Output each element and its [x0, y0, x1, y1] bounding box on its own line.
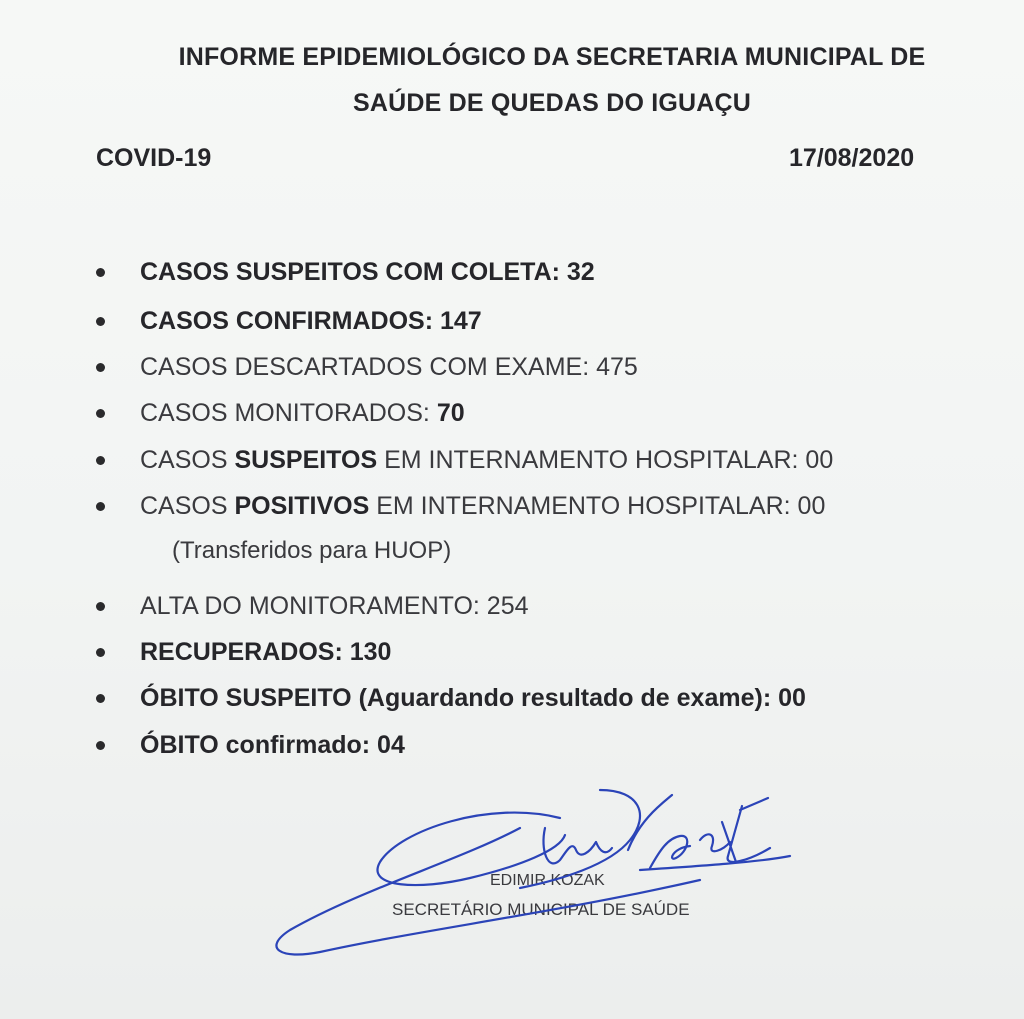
- item-text-rest: EM INTERNAMENTO HOSPITALAR: 00: [377, 446, 834, 474]
- item-text-rest: EM INTERNAMENTO HOSPITALAR: 00: [369, 492, 826, 520]
- item-text: CASOS DESCARTADOS COM EXAME: 475: [140, 353, 638, 381]
- item-text: ÓBITO confirmado: 04: [140, 731, 405, 759]
- item-emphasis: SUSPEITOS: [234, 446, 378, 474]
- bullet-icon: [96, 317, 105, 326]
- bullet-icon: [96, 268, 105, 277]
- title-line-1: INFORME EPIDEMIOLÓGICO DA SECRETARIA MUNICIPAL DE: [178, 43, 926, 71]
- item-value: 70: [436, 399, 465, 427]
- bullet-icon: [96, 456, 105, 465]
- bullet-icon: [96, 502, 105, 511]
- bullet-icon: [96, 694, 105, 703]
- item-text: CASOS SUSPEITOS COM COLETA: 32: [140, 258, 595, 286]
- item-text: RECUPERADOS: 130: [140, 638, 392, 666]
- item-text: CASOS CONFIRMADOS: 147: [140, 307, 482, 335]
- bullet-icon: [96, 648, 105, 657]
- signatory-role: SECRETÁRIO MUNICIPAL DE SAÚDE: [392, 900, 690, 919]
- document-title: [40, 34, 1024, 126]
- item-text: CASOS MONITORADOS:: [140, 399, 437, 427]
- item-text: ÓBITO SUSPEITO (Aguardando resultado de exame): 00: [140, 684, 806, 712]
- item-text: CASOS: [140, 446, 235, 474]
- transfer-note: (Transferidos para HUOP): [172, 537, 452, 564]
- item-emphasis: POSITIVOS: [234, 492, 370, 520]
- title-line-2: SAÚDE DE QUEDAS DO IGUAÇU: [352, 89, 752, 117]
- bullet-icon: [96, 602, 105, 611]
- bullet-icon: [96, 363, 105, 372]
- bullet-icon: [96, 741, 105, 750]
- item-text: CASOS: [140, 492, 235, 520]
- item-text: ALTA DO MONITORAMENTO: 254: [140, 592, 529, 620]
- subject-label: COVID-19: [96, 144, 212, 172]
- report-date: 17/08/2020: [789, 144, 915, 172]
- signatory-name: EDIMIR KOZAK: [490, 872, 605, 889]
- bullet-icon: [96, 409, 105, 418]
